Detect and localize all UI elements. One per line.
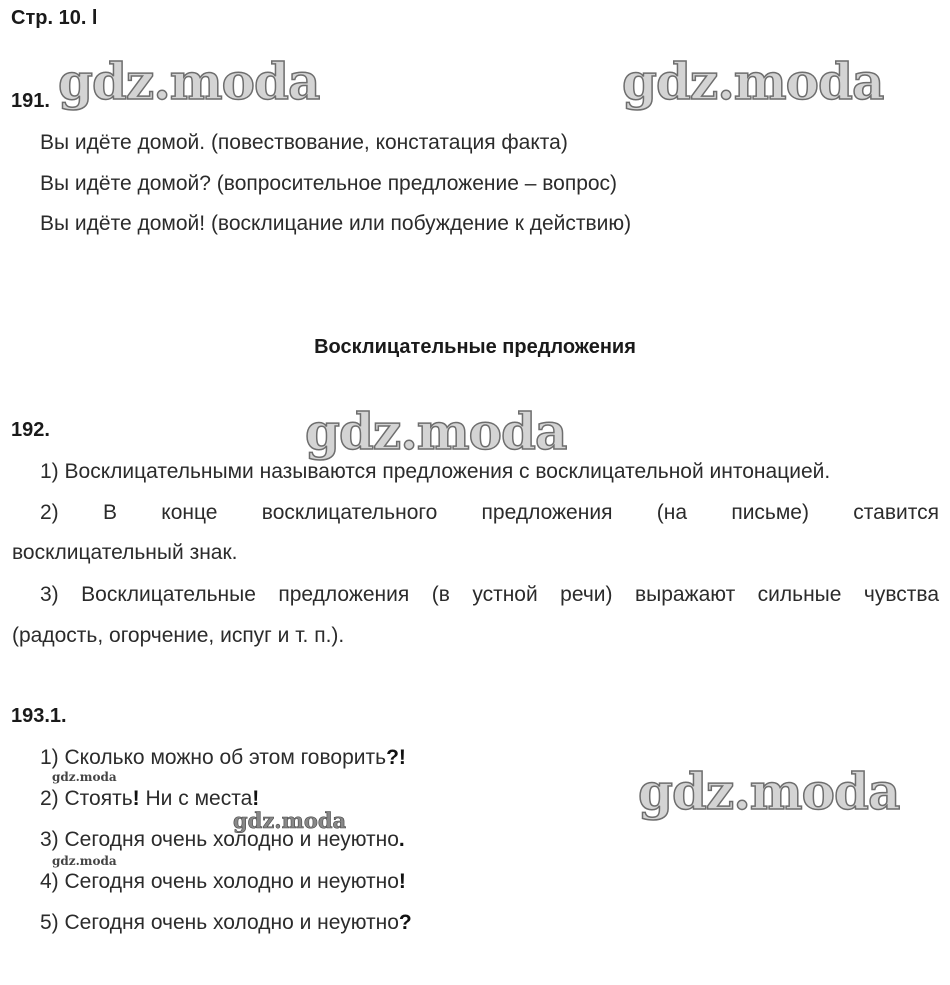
watermark-small: gdz.moda [52, 854, 117, 868]
watermark-logo: gdz.moda [622, 52, 884, 111]
page-header: Стр. 10. l [11, 7, 98, 29]
item-text-2: Ни с места [139, 787, 253, 810]
section-title: Восклицательные предложения [314, 336, 636, 358]
exercise-193-item-1 [40, 745, 406, 771]
watermark-logo: gdz.moda [305, 402, 567, 461]
item-punctuation: . [398, 828, 405, 851]
exercise-192-point-2-line-2: восклицательный знак. [12, 541, 238, 564]
exercise-191-line-2: Вы идёте домой? (вопросительное предложение – вопрос) [40, 172, 618, 195]
watermark-logo: gdz.moda [58, 52, 320, 111]
exercise-192-point-3-line-1: 3) Восклицательные предложения (в устной речи) выражают сильные чувства [40, 583, 939, 606]
item-punctuation: ?! [386, 746, 406, 769]
item-text: 3) Сегодня очень холодно и неуютно [40, 828, 399, 851]
exercise-191-line-3: Вы идёте домой! (восклицание или побуждение к действию) [40, 212, 632, 235]
item-text: 1) Сколько можно об этом говорить [40, 746, 387, 769]
exercise-number-192: 192. [11, 419, 50, 441]
exercise-193-item-2 [40, 786, 259, 812]
item-punctuation: ? [398, 911, 412, 934]
watermark-small: gdz.moda [52, 770, 117, 784]
watermark-small: gdz.moda [233, 808, 347, 833]
exercise-number-193-1: 193.1. [11, 705, 67, 727]
exercise-193-item-5 [40, 910, 412, 936]
exercise-number-191: 191. [11, 90, 50, 112]
item-text: 2) Стоять [40, 787, 133, 810]
watermark-logo: gdz.moda [638, 762, 900, 821]
exercise-192-point-3-line-2: (радость, огорчение, испуг и т. п.). [12, 624, 345, 647]
item-text: 5) Сегодня очень холодно и неуютно [40, 911, 399, 934]
exercise-192-point-1: 1) Восклицательными называются предложения с восклицательной интонацией. [40, 460, 831, 483]
exercise-191-line-1: Вы идёте домой. (повествование, констатация факта) [40, 131, 568, 154]
exercise-193-item-4 [40, 869, 406, 895]
item-punctuation: ! [132, 787, 140, 810]
item-text: 4) Сегодня очень холодно и неуютно [40, 870, 399, 893]
item-punctuation: ! [398, 870, 406, 893]
item-punctuation-2: ! [252, 787, 260, 810]
exercise-193-item-3 [40, 827, 405, 853]
exercise-192-point-2-line-1: 2) В конце восклицательного предложения (на письме) ставится [40, 501, 939, 524]
